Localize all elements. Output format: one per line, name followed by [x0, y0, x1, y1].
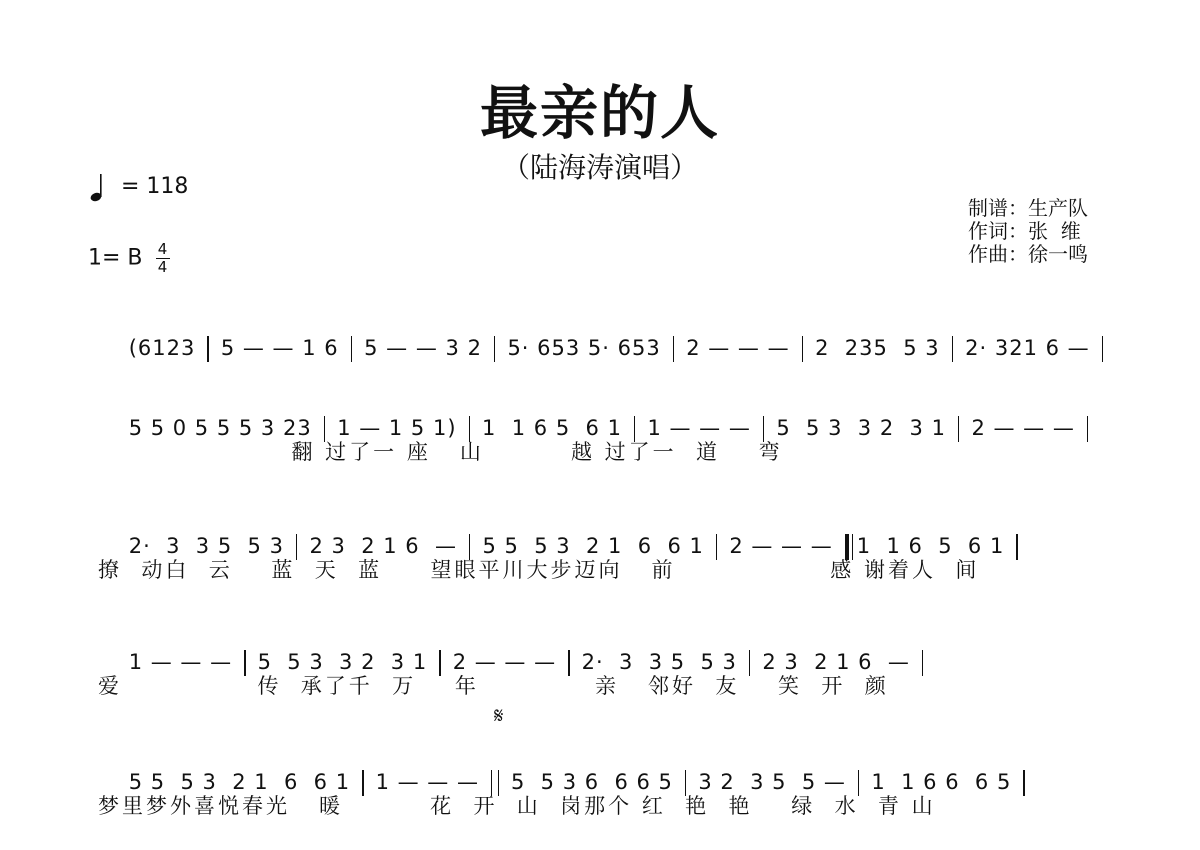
measure: 1 — — —: [375, 770, 479, 794]
time-signature-top: 4: [157, 240, 168, 258]
notes-row-1: [98, 312, 1115, 386]
credit-lyricist: 作词：张 维: [968, 219, 1081, 243]
barline: [1016, 534, 1018, 560]
time-signature: [156, 242, 170, 275]
barline: [351, 336, 353, 362]
barline: [1023, 770, 1025, 796]
measure: 1 — 1 5 1): [337, 416, 457, 440]
measure: 2· 3 3 5 5 3: [581, 650, 737, 674]
barline: [1087, 416, 1089, 442]
measure: 2 3 2 1 6 —: [762, 650, 910, 674]
measure: 5 5 5 3 2 1 6 6 1: [128, 770, 351, 794]
measure: 5 5 0 5 5 5 3 23: [128, 416, 312, 440]
barline: [952, 336, 954, 362]
score-row-5: [0, 744, 1200, 818]
measure: 5 — — 3 2: [364, 336, 482, 360]
measure: 2 235 5 3: [815, 336, 940, 360]
score-row-3: [0, 508, 1200, 582]
measure: 1 1 6 5 6 1: [856, 534, 1005, 558]
measure: 2· 3 3 5 5 3: [128, 534, 284, 558]
measure: 2 — — —: [686, 336, 790, 360]
measure: (6123: [128, 336, 196, 360]
barline: [922, 650, 924, 676]
barline: [673, 336, 675, 362]
key-label: 1= B: [88, 245, 143, 271]
score-row-2: [0, 390, 1200, 464]
time-signature-bottom: 4: [157, 258, 168, 276]
barline: [802, 336, 804, 362]
measure: 5 5 3 3 2 3 1: [257, 650, 428, 674]
song-title: 最亲的人: [479, 79, 720, 147]
score-row-1: [0, 310, 1200, 380]
measure: 2· 321 6 —: [965, 336, 1090, 360]
measure: 1 — — —: [647, 416, 751, 440]
barline: [958, 416, 960, 442]
measure: 5 5 3 3 2 3 1: [776, 416, 946, 440]
quarter-note-icon: [90, 172, 104, 202]
lyrics-row-2: 翻 过了一 座 山 越 过了一 道 弯: [98, 440, 783, 464]
measure: 5 — — 1 6: [220, 336, 339, 360]
credit-notation: 制谱：生产队: [968, 196, 1088, 220]
measure: 1 1 6 5 6 1: [482, 416, 622, 440]
measure: 1 1 6 6 6 5: [871, 770, 1012, 794]
lyrics-row-5: 梦里梦外喜悦春光 暖 花 开 山 岗那个 红 艳 艳 绿 水 青 山: [98, 794, 936, 818]
barline: [207, 336, 209, 362]
barline: [494, 336, 496, 362]
measure: 2 3 2 1 6 —: [309, 534, 457, 558]
measure: 1 — — —: [128, 650, 233, 674]
barline: [1102, 336, 1104, 362]
lyrics-row-3: 撩 动白 云 蓝 天 蓝 望眼平川大步迈向 前 感 谢着人 间: [98, 558, 980, 582]
measure: 5 5 3 6 6 6 5: [510, 770, 673, 794]
lyrics-row-4: 爱 传 承了千 万 年 亲 邻好 友 笑 开 颜: [98, 674, 889, 698]
tempo-marking: [90, 172, 188, 202]
measure: 2 — — —: [971, 416, 1075, 440]
credits-block: [968, 197, 1088, 266]
measure: 5 5 5 3 2 1 6 6 1: [482, 534, 704, 558]
tempo-value: = 118: [121, 174, 189, 199]
measure: 5· 653 5· 653: [507, 336, 661, 360]
measure: 3 2 3 5 5 —: [698, 770, 846, 794]
measure: 2 — — —: [729, 534, 833, 558]
segno-icon: 𝄋: [494, 704, 504, 729]
measure: 2 — — —: [452, 650, 557, 674]
key-signature: [88, 242, 170, 275]
credit-composer: 作曲：徐一鸣: [968, 242, 1088, 266]
score-row-4: [0, 624, 1200, 698]
performer-subtitle: （陆海涛演唱）: [501, 151, 698, 184]
